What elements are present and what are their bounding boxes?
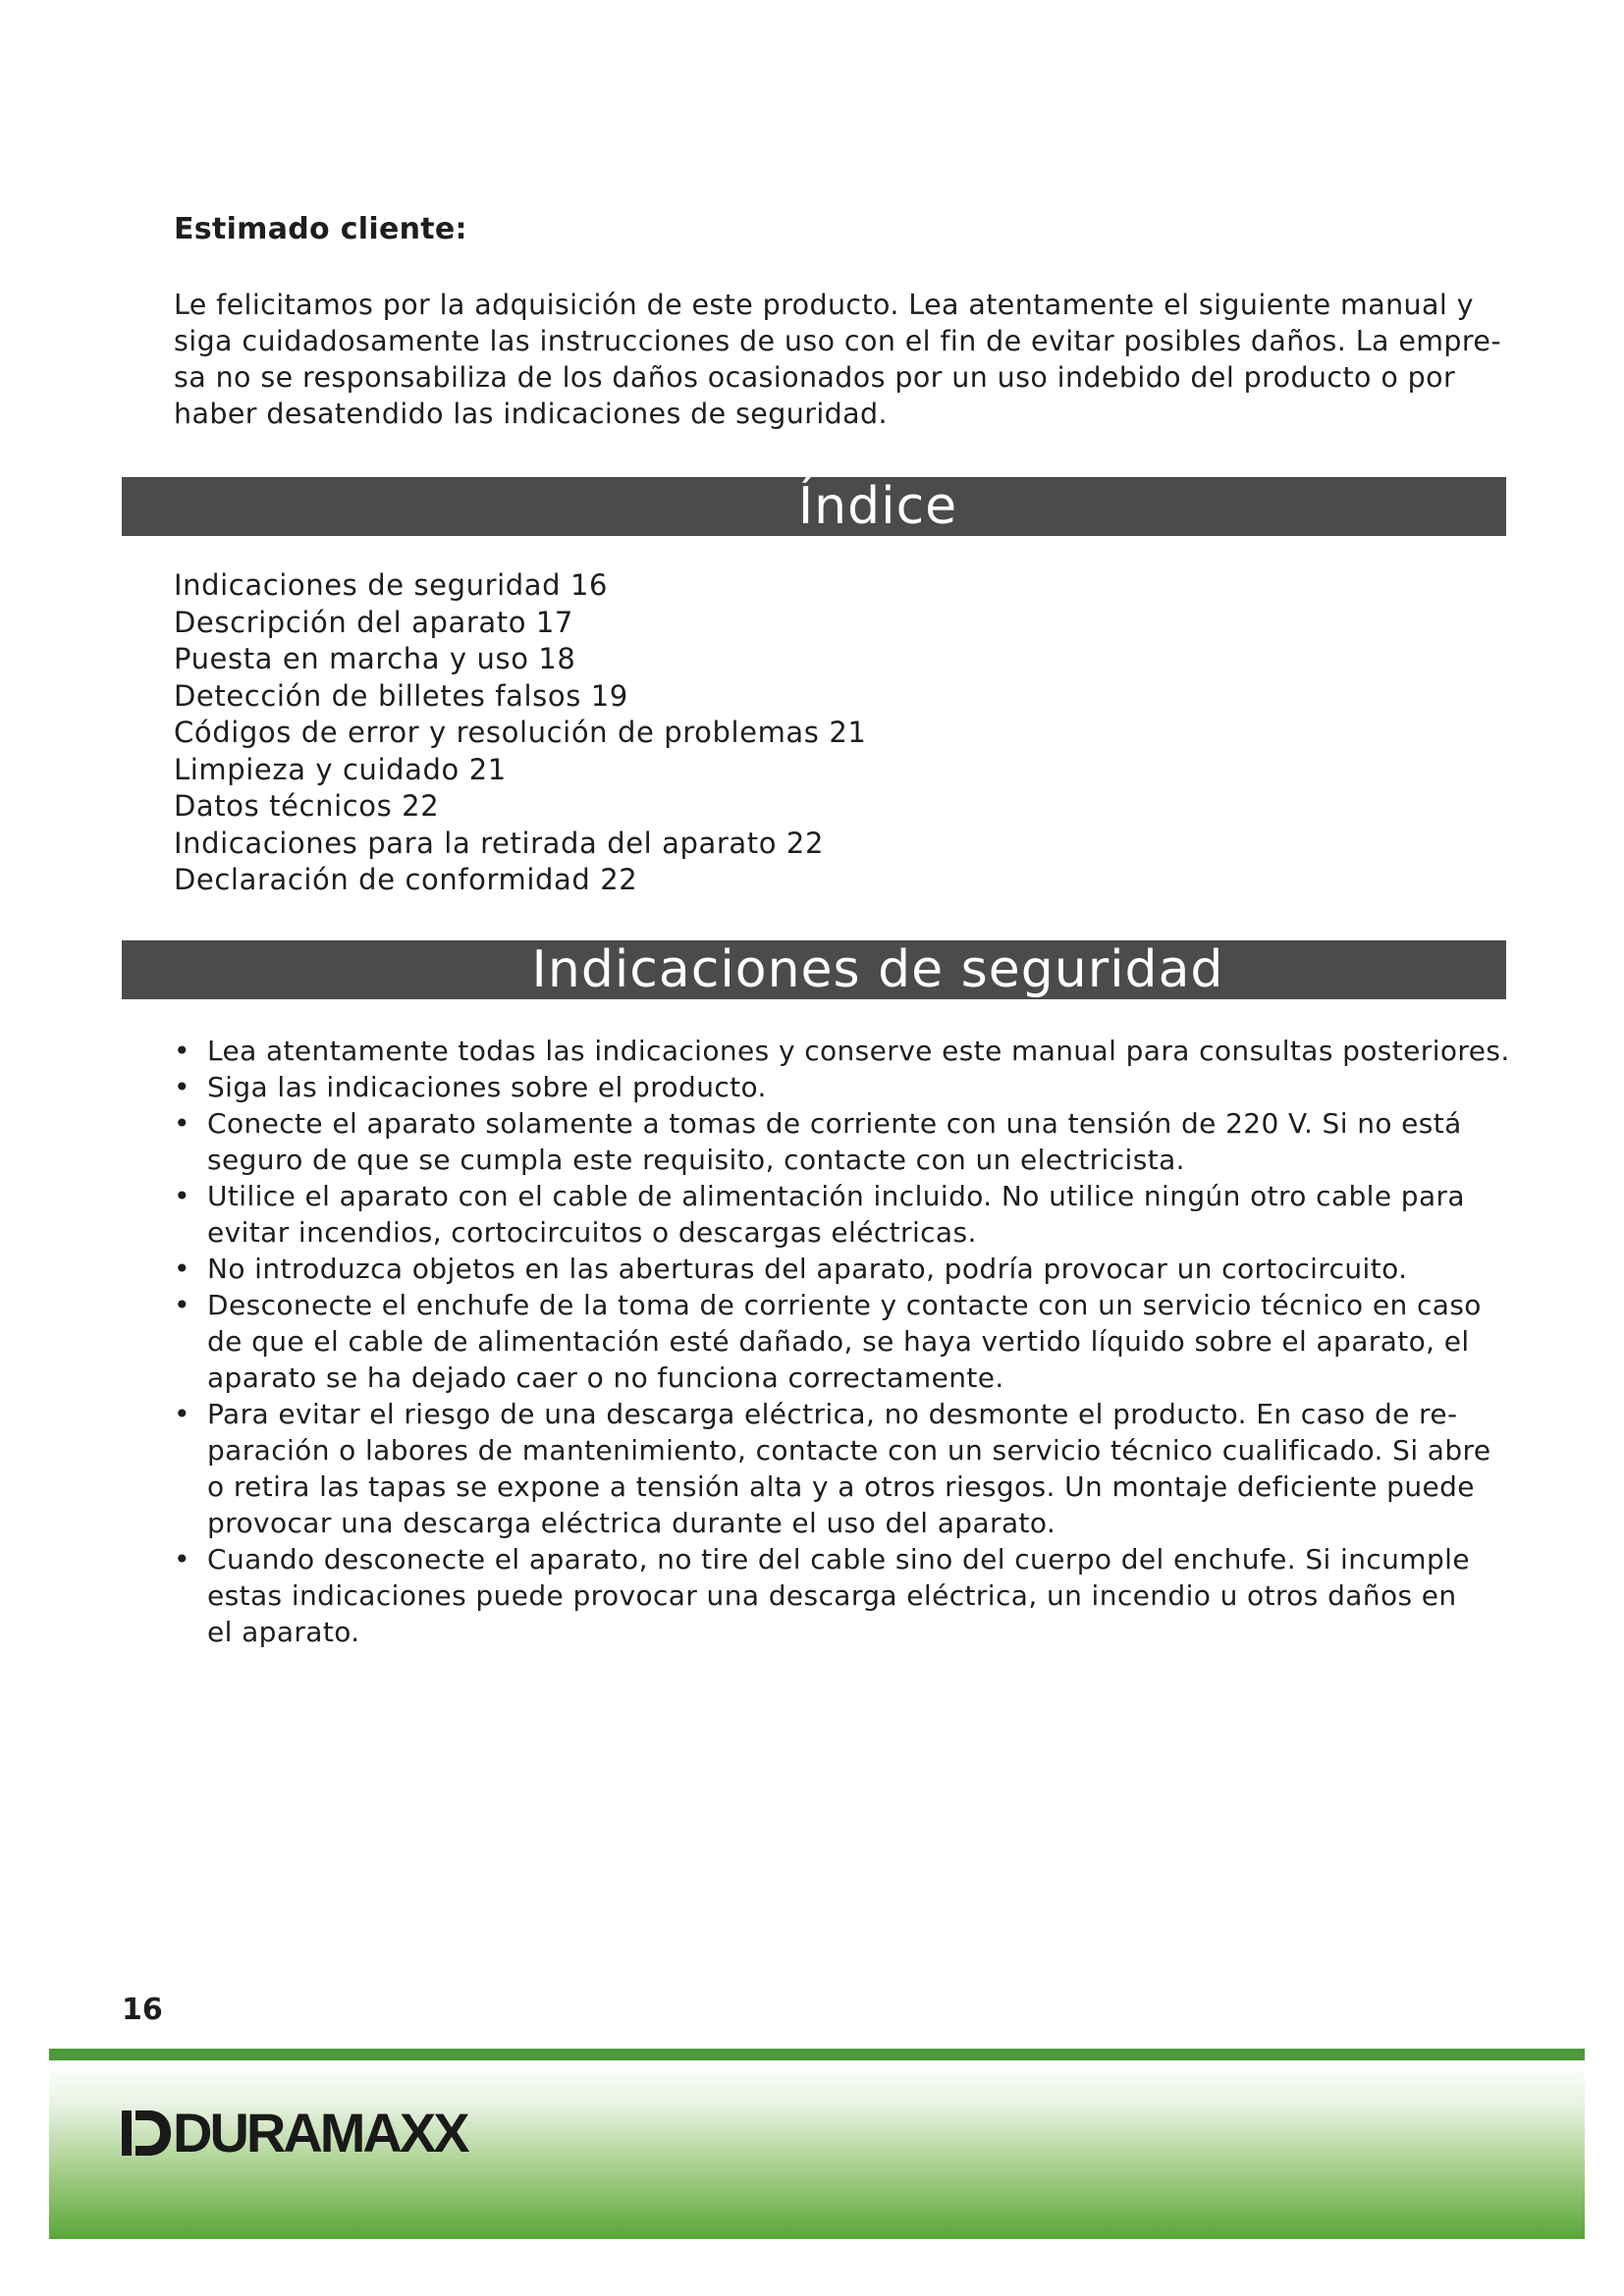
safety-heading: Indicaciones de seguridad xyxy=(122,940,1506,999)
safety-item-line: Desconecte el enchufe de la toma de corriente y contacte con un servicio técnico en caso xyxy=(207,1289,1482,1321)
safety-item-line: seguro de que se cumpla este requisito, contacte con un electricista. xyxy=(207,1144,1185,1176)
index-heading: Índice xyxy=(122,477,1506,536)
safety-item xyxy=(174,1396,1548,1541)
footer-stripe xyxy=(49,2049,1585,2060)
safety-item xyxy=(174,1069,1548,1105)
safety-item-line: estas indicaciones puede provocar una descarga eléctrica, un incendio u otros daños en xyxy=(207,1579,1457,1612)
safety-item-line: de que el cable de alimentación esté dañado, se haya vertido líquido sobre el aparato, el xyxy=(207,1325,1470,1358)
intro-line: Le felicitamos por la adquisición de este producto. Lea atentamente el siguiente manual y xyxy=(174,289,1474,321)
safety-item-line: evitar incendios, cortocircuitos o descargas eléctricas. xyxy=(207,1216,977,1249)
page-number: 16 xyxy=(122,1993,163,2027)
safety-item xyxy=(174,1541,1548,1650)
bullet-icon: • xyxy=(174,1543,190,1575)
intro-line: sa no se responsabiliza de los daños ocasionados por un uso indebido del producto o por xyxy=(174,361,1456,394)
safety-item xyxy=(174,1287,1548,1396)
bullet-icon: • xyxy=(174,1398,190,1430)
bullet-icon: • xyxy=(174,1180,190,1212)
bullet-icon: • xyxy=(174,1107,190,1140)
safety-item-line: el aparato. xyxy=(207,1616,360,1648)
safety-item-line: paración o labores de mantenimiento, contacte con un servicio técnico cualificado. Si abre xyxy=(207,1434,1491,1467)
brand-logo xyxy=(122,2102,467,2163)
safety-item-line: Siga las indicaciones sobre el producto. xyxy=(207,1071,767,1103)
intro-line: haber desatendido las indicaciones de seguridad. xyxy=(174,398,888,430)
intro-paragraph xyxy=(174,287,1539,432)
toc-item: Declaración de conformidad 22 xyxy=(174,863,638,896)
safety-item-line: Lea atentamente todas las indicaciones y conserve este manual para consultas posteriores. xyxy=(207,1035,1510,1067)
toc-item: Puesta en marcha y uso 18 xyxy=(174,642,576,675)
bullet-icon: • xyxy=(174,1289,190,1321)
toc-item: Descripción del aparato 17 xyxy=(174,605,573,639)
bullet-icon: • xyxy=(174,1035,190,1067)
toc-item: Datos técnicos 22 xyxy=(174,789,440,823)
safety-item-line: Utilice el aparato con el cable de alimentación incluido. No utilice ningún otro cable para xyxy=(207,1180,1465,1212)
duramaxx-logo-mark-icon xyxy=(122,2110,171,2156)
safety-item-line: Conecte el aparato solamente a tomas de corriente con una tensión de 220 V. Si no está xyxy=(207,1107,1462,1140)
greeting: Estimado cliente: xyxy=(174,212,467,246)
table-of-contents xyxy=(174,567,866,899)
safety-item xyxy=(174,1251,1548,1287)
safety-item-line: No introduzca objetos en las aberturas del aparato, podría provocar un cortocircuito. xyxy=(207,1253,1408,1285)
brand-name: DURAMAXX xyxy=(173,2102,467,2163)
toc-item: Limpieza y cuidado 21 xyxy=(174,752,507,786)
toc-item: Indicaciones para la retirada del aparato 22 xyxy=(174,826,824,860)
safety-item-line: provocar una descarga eléctrica durante el uso del aparato. xyxy=(207,1507,1056,1539)
bullet-icon: • xyxy=(174,1253,190,1285)
toc-item: Detección de billetes falsos 19 xyxy=(174,678,628,713)
safety-item-line: o retira las tapas se expone a tensión alta y a otros riesgos. Un montaje deficiente puede xyxy=(207,1470,1475,1503)
safety-list xyxy=(174,1033,1548,1650)
bullet-icon: • xyxy=(174,1071,190,1103)
safety-item-line: aparato se ha dejado caer o no funciona correctamente. xyxy=(207,1362,1004,1394)
safety-item xyxy=(174,1178,1548,1251)
safety-item xyxy=(174,1033,1548,1069)
toc-item: Códigos de error y resolución de problemas 21 xyxy=(174,716,867,749)
safety-item-line: Cuando desconecte el aparato, no tire del cable sino del cuerpo del enchufe. Si incumple xyxy=(207,1543,1470,1575)
safety-item xyxy=(174,1105,1548,1178)
intro-line: siga cuidadosamente las instrucciones de uso con el fin de evitar posibles daños. La empre- xyxy=(174,325,1502,357)
safety-item-line: Para evitar el riesgo de una descarga eléctrica, no desmonte el producto. En caso de re- xyxy=(207,1398,1458,1430)
toc-item: Indicaciones de seguridad 16 xyxy=(174,568,609,602)
